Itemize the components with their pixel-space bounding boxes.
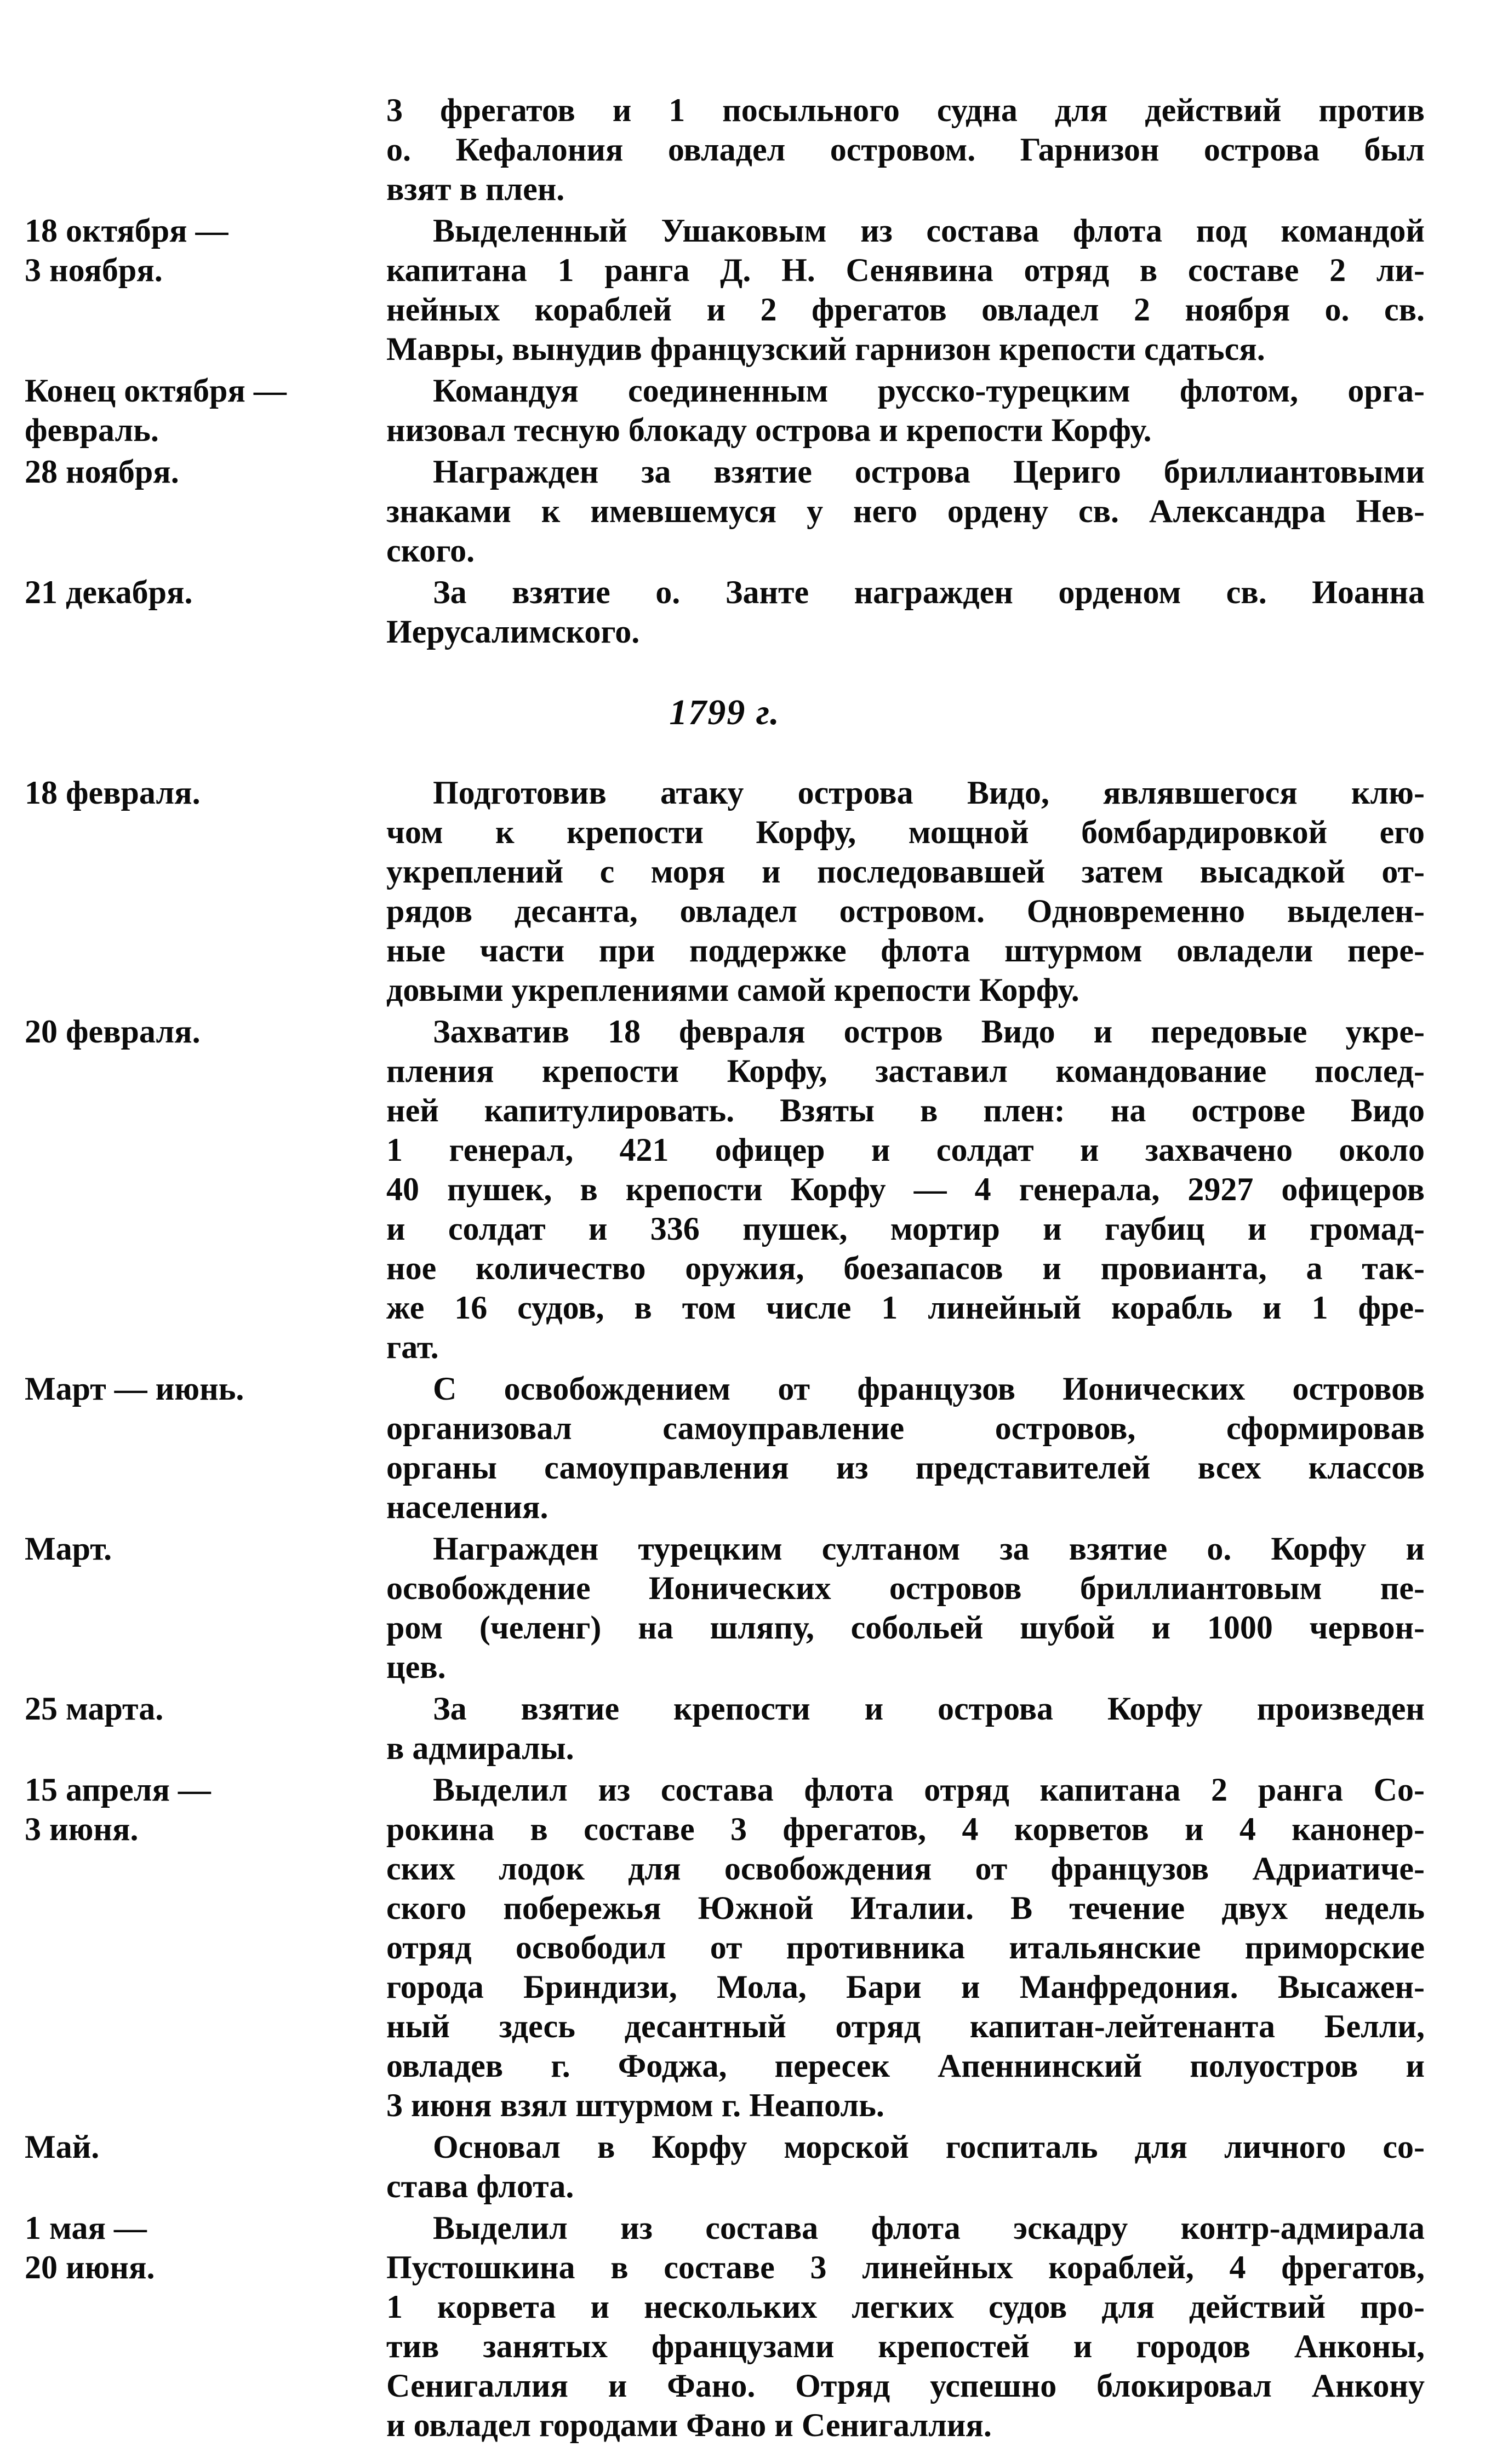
chronology-entries-1798: [25, 90, 1425, 651]
text-line: пления крепости Корфу, заставил командование послед-: [386, 1053, 1425, 1089]
entry-date-line: 3 ноября.: [25, 252, 163, 288]
chronology-entry: [25, 371, 1425, 450]
text-line: 3 фрегатов и 1 посыльного судна для действий против: [386, 92, 1425, 128]
text-line: ные части при поддержке флота штурмом овладели пере-: [386, 932, 1425, 969]
chronology-entry: [25, 1369, 1425, 1527]
entry-date-line: 21 декабря.: [25, 574, 193, 610]
text-line: 1 генерал, 421 офицер и солдат и захвачено около: [386, 1132, 1425, 1168]
entry-date: [25, 211, 386, 290]
text-line: цев.: [386, 1649, 446, 1685]
entry-date: [25, 371, 386, 450]
chronology-entry: [25, 2208, 1425, 2445]
chronology-entry: [25, 1012, 1425, 1367]
entry-date-line: Март — июнь.: [25, 1371, 244, 1407]
text-line: нейных кораблей и 2 фрегатов овладел 2 ноября о. св.: [386, 291, 1425, 328]
text-line: в адмиралы.: [386, 1730, 574, 1766]
text-line: чом к крепости Корфу, мощной бомбардировкой его: [386, 814, 1425, 850]
entry-date-line: 1 мая —: [25, 2210, 147, 2246]
entry-date: [25, 773, 386, 812]
text-line: ского побережья Южной Италии. В течение двух недель: [386, 1890, 1425, 1926]
text-line: Иерусалимского.: [386, 614, 640, 650]
text-line: Выделенный Ушаковым из состава флота под командой: [433, 213, 1425, 249]
entry-paragraph: [386, 773, 1425, 1010]
entry-date-line: Март.: [25, 1531, 112, 1567]
entry-date: [25, 1689, 386, 1728]
entry-date: [25, 1012, 386, 1051]
entry-paragraph: [386, 371, 1425, 450]
chronology-entries-1799: [25, 773, 1425, 2445]
text-line: освобождение Ионических островов бриллиантовым пе-: [386, 1570, 1425, 1606]
entry-date-line: 3 июня.: [25, 1811, 139, 1847]
entry-paragraph: [386, 2127, 1425, 2206]
text-line: Сенигаллия и Фано. Отряд успешно блокировал Анкону: [386, 2368, 1425, 2404]
text-line: Награжден турецким султаном за взятие о. Корфу и: [433, 1531, 1425, 1567]
chronology-entry: [25, 2127, 1425, 2206]
text-line: Основал в Корфу морской госпиталь для личного со-: [433, 2129, 1425, 2165]
entry-date-line: 25 марта.: [25, 1691, 164, 1727]
text-line: овладев г. Фоджа, пересек Апеннинский полуостров и: [386, 2048, 1425, 2084]
text-line: Командуя соединенным русско-турецким флотом, орга-: [433, 373, 1425, 409]
text-line: ского.: [386, 532, 475, 569]
text-line: знаками к имевшемуся у него ордену св. Александра Нев-: [386, 493, 1425, 529]
text-line: гат.: [386, 1329, 439, 1365]
text-line: Выделил из состава флота отряд капитана 2 ранга Со-: [433, 1772, 1425, 1808]
entry-date-line: 18 февраля.: [25, 775, 201, 811]
text-line: 40 пушек, в крепости Корфу — 4 генерала, 2927 офицеров: [386, 1171, 1425, 1207]
text-line: рядов десанта, овладел островом. Одновременно выделен-: [386, 893, 1425, 929]
text-line: тив занятых французами крепостей и городов Анконы,: [386, 2328, 1425, 2364]
entry-date: [25, 1770, 386, 1849]
text-line: организовал самоуправление островов, сформировав: [386, 1410, 1425, 1446]
entry-paragraph: [386, 1012, 1425, 1367]
text-line: и солдат и 336 пушек, мортир и гаубиц и громад-: [386, 1211, 1425, 1247]
text-line: рокина в составе 3 фрегатов, 4 корветов и 4 канонер-: [386, 1811, 1425, 1847]
entry-date: [25, 1369, 386, 1408]
entry-date: [25, 2127, 386, 2167]
text-line: Награжден за взятие острова Цериго бриллиантовыми: [433, 454, 1425, 490]
text-line: довыми укреплениями самой крепости Корфу.: [386, 972, 1079, 1008]
entry-paragraph: [386, 452, 1425, 570]
text-line: ских лодок для освобождения от французов Адриатиче-: [386, 1850, 1425, 1887]
text-line: о. Кефалония овладел островом. Гарнизон острова был: [386, 131, 1425, 168]
text-line: населения.: [386, 1489, 549, 1525]
entry-date: [25, 1529, 386, 1568]
text-line: За взятие о. Занте награжден орденом св. Иоанна: [433, 574, 1425, 610]
entry-paragraph: [386, 211, 1425, 369]
chronology-entry: [25, 1689, 1425, 1768]
chronology-entry: [25, 90, 1425, 209]
entry-date-line: февраль.: [25, 412, 159, 448]
text-line: Мавры, вынудив французский гарнизон крепости сдаться.: [386, 331, 1265, 367]
text-line: ней капитулировать. Взяты в плен: на острове Видо: [386, 1092, 1425, 1128]
entry-paragraph: [386, 1770, 1425, 2125]
text-line: ный здесь десантный отряд капитан-лейтенанта Белли,: [386, 2008, 1425, 2044]
entry-paragraph: [386, 90, 1425, 209]
entry-date-line: 20 июня.: [25, 2249, 155, 2285]
text-line: взят в плен.: [386, 171, 565, 207]
text-line: 1 корвета и нескольких легких судов для действий про-: [386, 2289, 1425, 2325]
entry-date: [25, 2208, 386, 2287]
entry-date-line: 15 апреля —: [25, 1772, 211, 1808]
entry-date: [25, 572, 386, 612]
text-line: За взятие крепости и острова Корфу произведен: [433, 1691, 1425, 1727]
year-heading: 1799 г.: [669, 692, 780, 732]
text-line: низовал тесную блокаду острова и крепости Корфу.: [386, 412, 1152, 448]
text-line: Выделил из состава флота эскадру контр-адмирала: [433, 2210, 1425, 2246]
text-line: 3 июня взял штурмом г. Неаполь.: [386, 2087, 884, 2123]
text-line: ное количество оружия, боезапасов и провианта, а так-: [386, 1250, 1425, 1286]
entry-paragraph: [386, 1369, 1425, 1527]
text-line: города Бриндизи, Мола, Бари и Манфредония. Высажен-: [386, 1969, 1425, 2005]
chronology-entry: [25, 773, 1425, 1010]
chronology-entry: [25, 572, 1425, 651]
chronology-entry: [25, 1770, 1425, 2125]
text-line: же 16 судов, в том числе 1 линейный корабль и 1 фре-: [386, 1290, 1425, 1326]
text-line: и овладел городами Фано и Сенигаллия.: [386, 2407, 992, 2443]
text-line: Подготовив атаку острова Видо, являвшегося клю-: [433, 775, 1425, 811]
chronology-entry: [25, 211, 1425, 369]
entry-date-line: Конец октября —: [25, 373, 287, 409]
text-line: ром (челенг) на шляпу, собольей шубой и 1000 червон-: [386, 1609, 1425, 1646]
text-line: органы самоуправления из представителей всех классов: [386, 1449, 1425, 1486]
entry-paragraph: [386, 572, 1425, 651]
entry-date-line: 20 февраля.: [25, 1013, 201, 1050]
entry-date-line: 18 октября —: [25, 213, 229, 249]
text-line: укреплений с моря и последовавшей затем высадкой от-: [386, 853, 1425, 890]
text-line: става флота.: [386, 2168, 574, 2204]
entry-date-line: 28 ноября.: [25, 454, 179, 490]
entry-date: [25, 452, 386, 491]
entry-date-line: Май.: [25, 2129, 100, 2165]
chronology-entry: [25, 1529, 1425, 1687]
text-line: Пустошкина в составе 3 линейных кораблей, 4 фрегатов,: [386, 2249, 1425, 2285]
text-line: Захватив 18 февраля остров Видо и передовые укре-: [433, 1013, 1425, 1050]
text-line: капитана 1 ранга Д. Н. Сенявина отряд в составе 2 ли-: [386, 252, 1425, 288]
entry-paragraph: [386, 2208, 1425, 2445]
chronology-entry: [25, 452, 1425, 570]
entry-paragraph: [386, 1689, 1425, 1768]
entry-paragraph: [386, 1529, 1425, 1687]
text-line: С освобождением от французов Ионических островов: [433, 1371, 1425, 1407]
text-line: отряд освободил от противника итальянские приморские: [386, 1929, 1425, 1966]
